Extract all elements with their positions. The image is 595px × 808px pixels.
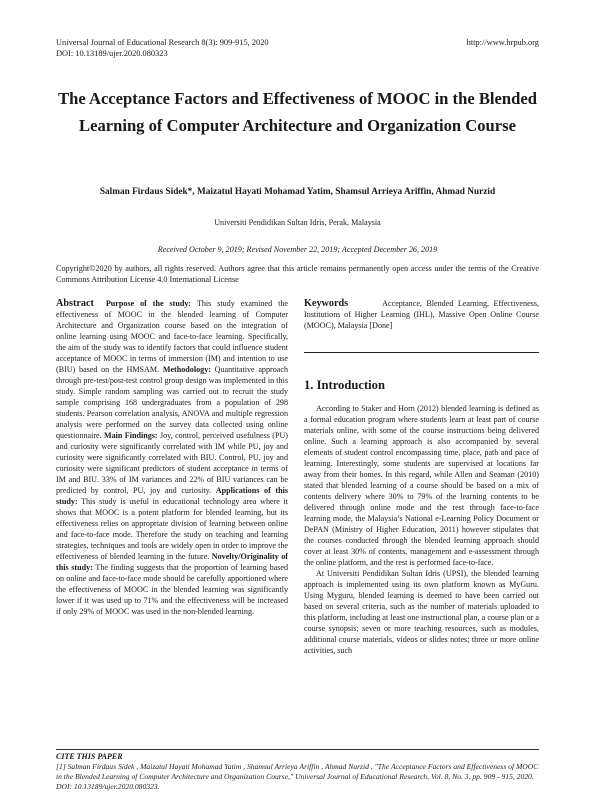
introduction-body [304,403,539,656]
paper-title: The Acceptance Factors and Effectiveness of MOOC in the Blended Learning of Computer Architecture and Organization Course [58,89,537,135]
findings-label: Main Findings: [104,431,158,440]
applications-label: Applications of this study: [56,486,289,506]
findings-text: Joy, control, perceived usefulness (PU) and curiosity were significantly correlated with IM while PU, joy and curiosity were significantly correlated with BIU. Control, PU, joy and curiosity were significant predictors of student acceptance in terms of IM and BIU. 33% of IM variances and 22% of BIU variances can be predicted by control, PU, joy and curiosity. [56,431,288,495]
cite-divider [56,749,539,750]
cite-heading: CITE THIS PAPER [56,752,123,761]
intro-paragraph-1: According to Staker and Horn (2012) blended learning is defined as a formal education program where students learn at least part of course materials online, with some of the course instructions being delivered online. Such a learning approach is also accompanied by several elements of student control encompassing time, place, path and pace of learning. Interestingly, some students are supervised at locations far away from their homes. In this regard, while Allen and Seaman (2010) stated that blended learning of a course should be based on a mix of contents delivery where 30% to 79% of the learning contents to be delivered through online mode and the rest through face-to-face learning mode, the Malaysia’s National e-Learning Policy Document or DePAN (Ministry of Higher Education, 2011) however stipulates that the courses conducted through the blended learning approach should cover at least 30% of contents, management and e-assessment through the online platform, and the rest is performed face-to-face. [304,404,539,567]
intro-paragraph-2: At Universiti Pendidikan Sultan Idris (UPSI), the blended learning approach is implemented using its own platform known as MyGuru. Using Myguru, blended learning is deemed to have been carried out based on several criteria, such as the number of materials uploaded to this platform, including at least one instructional plan, a course plan or a course synopsis; seven or more teaching resources, such as modules, additional course materials, videos or slides notes; three or more online activities, such [304,569,539,655]
purpose-text: This study examined the effectiveness of MOOC in the blended learning of Computer Architecture and Organization course based on the integration of online learning using MOOC and face-to-face learning. Specifically, the aim of the study was to identify factors that could influence student acceptance of MOOC in terms of immersion (IM) and intention to use (BIU) based on the HMSAM. [56,299,288,374]
journal-citation: Universal Journal of Educational Research 8(3): 909-915, 2020 [56,38,269,47]
journal-url[interactable]: http://www.hrpub.org [466,38,539,47]
keywords-heading: Keywords [304,298,349,309]
abstract-column [56,298,288,617]
methodology-text: Quantitative approach through pre-test/post-test control group design was implemented in this study. Simple random sampling was carried out to recruit the study sample comprising 168 undergraduates from a population of 298 students. Pearson correlation analysis, ANOVA and multiple regression analysis were performed on the survey data collected using online questionnaire. [56,365,288,440]
introduction-heading: 1. Introduction [304,378,385,392]
author-list: Salman Firdaus Sidek*, Maizatul Hayati Mohamad Yatim, Shamsul Arrieya Ariffin, Ahmad Nurzid [99,187,496,197]
keywords-text: Acceptance, Blended Learning, Effectiveness, Institutions of Higher Learning (IHL), Massive Open Online Course (MOOC), Malaysia [Done] [304,299,539,330]
running-header [56,37,539,59]
novelty-label: Novelty/Originality of this study: [56,552,288,572]
purpose-label: Purpose of the study: [105,299,192,308]
keywords-block [304,298,539,331]
novelty-text: The finding suggests that the proportion of learning based on online and face-to-face mode should be carefully apportioned where the effectiveness of MOOC in the blended learning was significantly lower if it was used up to 71% and the effectiveness will be increased if only 29% of MOOC was used in the non-blended learning. [56,563,288,616]
affiliation: Universiti Pendidikan Sultan Idris, Perak, Malaysia [214,218,381,227]
publication-dates: Received October 9, 2019; Revised November 22, 2019; Accepted December 26, 2019 [157,245,438,254]
copyright-notice: Copyright©2020 by authors, all rights reserved. Authors agree that this article remains permanently open access under the terms of the Creative Commons Attribution License 4.0 International License [56,264,539,284]
cite-text: [1] Salman Firdaus Sidek , Maizatul Hayati Mohamad Yatim , Shamsul Arrieya Ariffin , Ahmad Nurzid , "The Acceptance Factors and Effectiveness of MOOC in the Blended Learning of Computer Architecture and Organization Course," Universal Journal of Educational Research, Vol. 8, No. 3, pp. 909 - 915, 2020. DOI: 10.13189/ujer.2020.080323. [56,762,539,791]
doi: DOI: 10.13189/ujer.2020.080323 [56,49,168,58]
methodology-label: Methodology: [162,365,211,374]
keywords-divider [304,352,539,353]
applications-text: This study is useful in educational technology area where it shows that MOOC is a potent platform for blended learning, but its effectiveness relies on appropriate division of learning between online and face-to-face mode. Therefore the study on teaching and learning strategies, techniques and tools are widely open in order to improve the effectiveness of blended learning in the future. [56,497,288,561]
abstract [56,298,288,617]
abstract-heading: Abstract [56,298,94,309]
